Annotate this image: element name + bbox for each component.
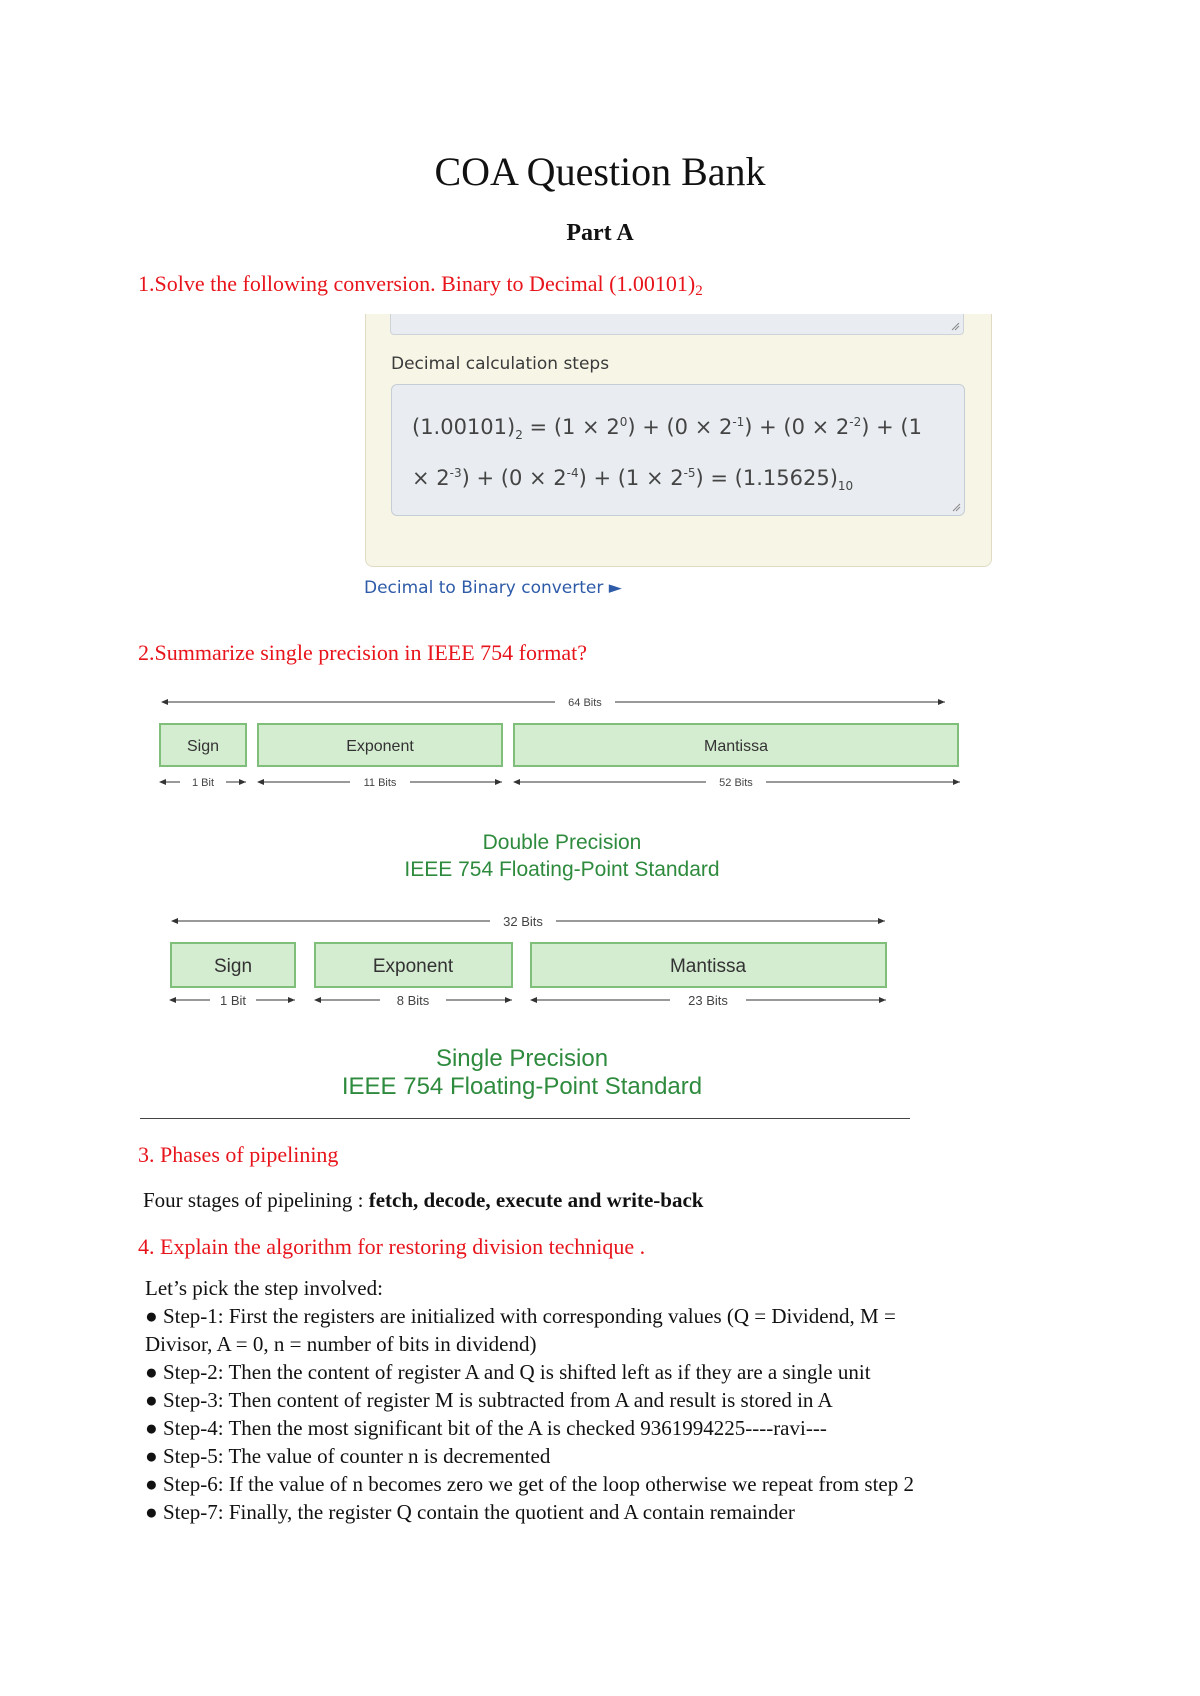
resize-grip-icon[interactable] bbox=[950, 321, 960, 331]
double-sign-label: Sign bbox=[186, 738, 220, 755]
single-precision-diagram bbox=[170, 914, 886, 1100]
question-4: 4. Explain the algorithm for restoring division technique . bbox=[138, 1234, 646, 1259]
step-item: ● Step-3: Then content of register M is subtracted from A and result is stored in A bbox=[145, 1388, 833, 1412]
step-item: ● Step-4: Then the most significant bit of the A is checked 9361994225----ravi--- bbox=[145, 1416, 827, 1440]
single-sign-bits: 1 Bit bbox=[219, 993, 247, 1008]
double-mantissa-label: Mantissa bbox=[703, 738, 769, 755]
previous-textarea[interactable] bbox=[390, 314, 964, 335]
double-sign-bits: 1 Bit bbox=[191, 777, 215, 789]
calculator-widget bbox=[365, 314, 992, 567]
step-item: ● Step-5: The value of counter n is decremented bbox=[145, 1444, 551, 1468]
double-caption-1: Double Precision bbox=[482, 831, 642, 854]
double-precision-diagram bbox=[160, 697, 960, 881]
double-total-bits: 64 Bits bbox=[568, 697, 602, 709]
answer-prefix: Four stages of pipelining : bbox=[143, 1188, 369, 1212]
double-exponent-label: Exponent bbox=[346, 738, 414, 755]
decimal-to-binary-link[interactable]: Decimal to Binary converter ► bbox=[364, 578, 622, 598]
single-total-bits: 32 Bits bbox=[503, 914, 543, 929]
double-mantissa-bits: 52 Bits bbox=[719, 777, 753, 789]
resize-grip-icon[interactable] bbox=[951, 502, 961, 512]
step-item: ● Step-1: First the registers are initialized with corresponding values (Q = Dividend, M = bbox=[145, 1304, 896, 1328]
single-exponent-bits: 8 Bits bbox=[396, 993, 430, 1008]
double-caption-2: IEEE 754 Floating-Point Standard bbox=[404, 858, 720, 881]
calc-steps-textarea[interactable] bbox=[391, 384, 965, 516]
divider bbox=[140, 1118, 910, 1119]
step-item: ● Step-2: Then the content of register A and Q is shifted left as if they are a single unit bbox=[145, 1360, 871, 1384]
single-mantissa-bits: 23 Bits bbox=[688, 993, 728, 1008]
answer-stages: fetch, decode, execute and write-back bbox=[368, 1188, 704, 1212]
question-3-answer bbox=[143, 1188, 703, 1213]
restoring-division-steps bbox=[145, 1274, 914, 1526]
question-1-text: 1.Solve the following conversion. Binary to Decimal (1.00101) bbox=[138, 271, 696, 296]
calc-steps-label: Decimal calculation steps bbox=[391, 354, 610, 374]
single-mantissa-label: Mantissa bbox=[669, 956, 747, 977]
question-2: 2.Summarize single precision in IEEE 754 format? bbox=[138, 640, 588, 665]
double-exponent-bits: 11 Bits bbox=[363, 777, 397, 789]
single-caption-1: Single Precision bbox=[435, 1045, 609, 1072]
question-3: 3. Phases of pipelining bbox=[138, 1142, 339, 1167]
step-item: ● Step-6: If the value of n becomes zero we get of the loop otherwise we repeat from step 2 bbox=[145, 1472, 915, 1496]
calc-steps-text: $(1.00101)_2 = (1 \times 2^0) + (0 \times 2^{-1}) + (0 \times 2^{-2}) + (1$ × $2^{-3}) + (0 \times 2^{-4}) + (1 \times 2^{-5}) = (1.15625)_{10}$ bbox=[412, 415, 922, 494]
single-exponent-label: Exponent bbox=[372, 956, 454, 977]
part-heading: Part A bbox=[566, 220, 634, 246]
question-1-subscript: 2 bbox=[695, 283, 703, 299]
single-sign-label: Sign bbox=[213, 956, 253, 977]
single-caption-2: IEEE 754 Floating-Point Standard bbox=[341, 1073, 703, 1100]
step-item: ● Step-7: Finally, the register Q contain the quotient and A contain remainder bbox=[145, 1500, 795, 1524]
step-item-continued: Divisor, A = 0, n = number of bits in dividend) bbox=[145, 1332, 537, 1356]
question-1 bbox=[138, 271, 703, 300]
steps-intro: Let’s pick the step involved: bbox=[145, 1276, 383, 1300]
ieee754-diagram bbox=[150, 688, 970, 1108]
page-title: COA Question Bank bbox=[434, 149, 766, 194]
